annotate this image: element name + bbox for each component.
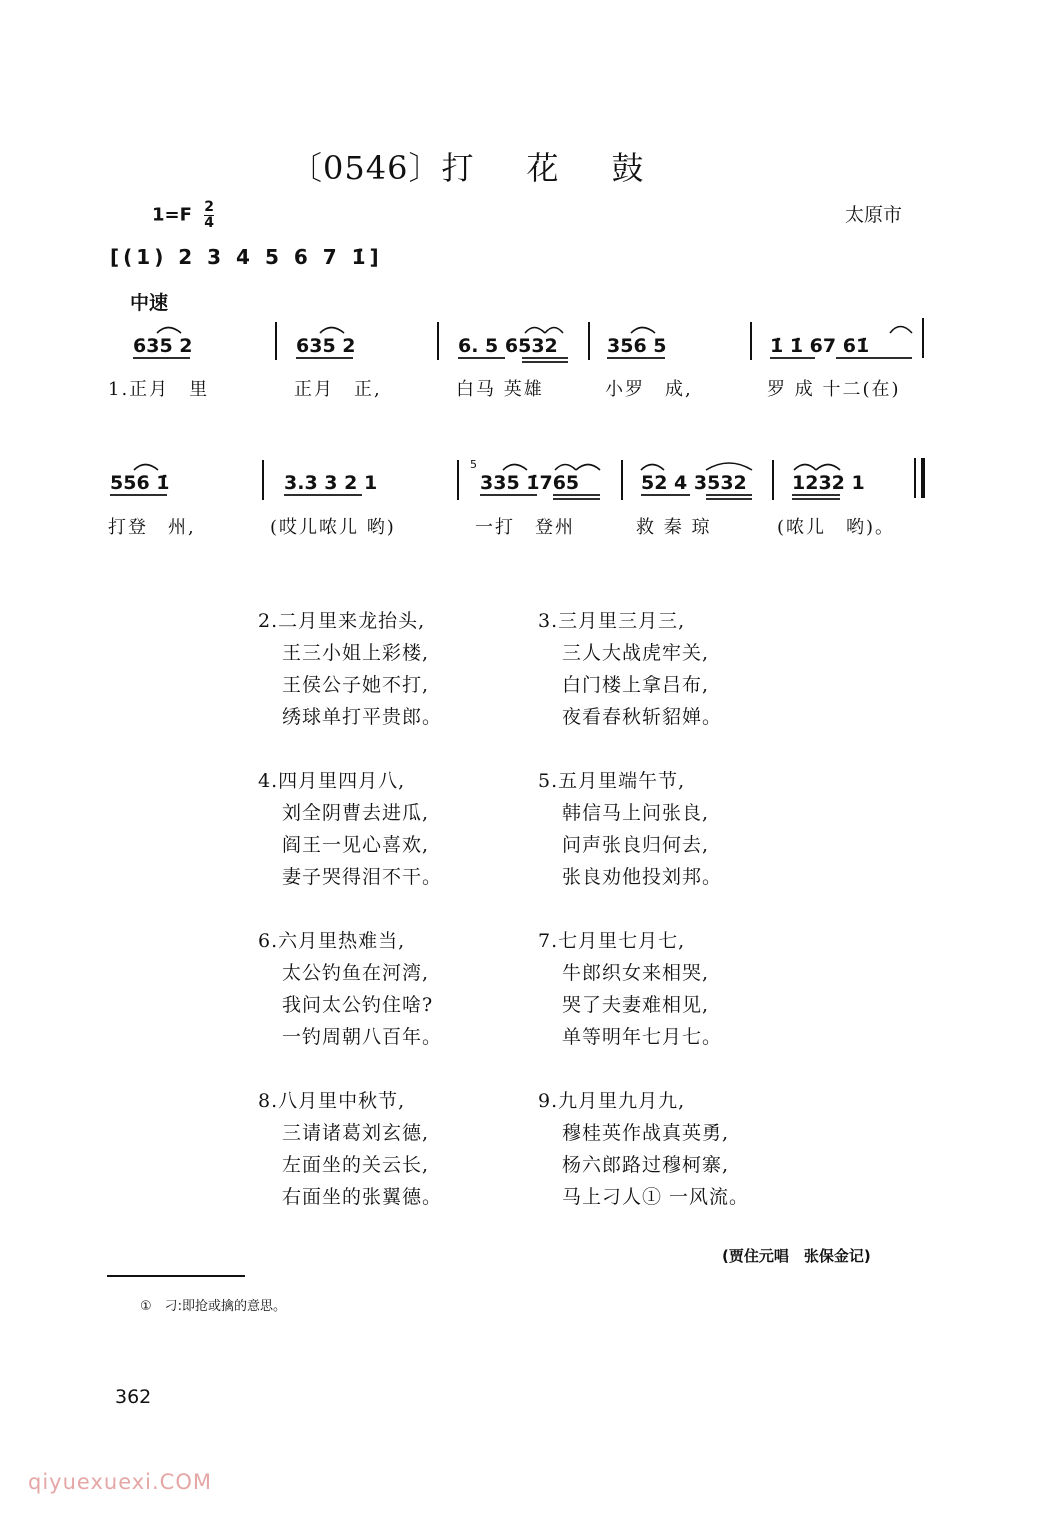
verse-line: 牛郎织女来相哭,: [562, 962, 710, 984]
measure-1-notes: 635 2: [133, 335, 193, 357]
verse-line: 三人大战虎牢关,: [562, 642, 710, 664]
verse-line: 张良劝他投刘邦。: [562, 866, 723, 888]
verse-line: 4.四月里四月八,: [258, 770, 406, 792]
singer-credit: (贾住元唱 张保金记): [722, 1247, 871, 1265]
slur-mark: [134, 465, 158, 471]
verse-line: 太公钓鱼在河湾,: [282, 962, 430, 984]
verse-line: 右面坐的张翼德。: [282, 1186, 443, 1208]
slur-mark: [706, 463, 752, 470]
slur-mark: [503, 465, 527, 471]
verse-line: 单等明年七月七。: [562, 1026, 723, 1048]
measure-3-notes: 6. 5 6532: [458, 335, 558, 357]
title-char-2: 花: [526, 149, 560, 187]
lyric-1: 1.正月 里: [108, 379, 210, 400]
song-number: 〔0546〕: [290, 149, 442, 187]
lyric-4: 小罗 成,: [605, 379, 693, 400]
verse-2: [258, 605, 442, 733]
slur-mark: [641, 465, 664, 471]
title-char-3: 鼓: [611, 149, 645, 187]
lyric-10: (哝儿 哟)。: [777, 517, 896, 538]
lyric-5: 罗 成 十二(在): [767, 379, 901, 400]
time-denominator: 4: [204, 215, 214, 231]
verse-line: 绣球单打平贵郎。: [282, 706, 443, 728]
verse-line: 哭了夫妻难相见,: [562, 994, 710, 1016]
lyric-6: 打登 州,: [108, 517, 196, 538]
measure-8-notes: 335 1̇765: [480, 472, 580, 494]
verse-line: 阎王一见心喜欢,: [282, 834, 430, 856]
slur-mark: [794, 465, 816, 471]
footnote: ① 刁:即抢或擒的意思。: [140, 1299, 287, 1314]
slur-mark: [555, 465, 576, 471]
verse-9: [538, 1085, 749, 1213]
verse-7: [538, 925, 722, 1053]
verse-line: 8.八月里中秋节,: [258, 1090, 406, 1112]
verse-line: 5.五月里端午节,: [538, 770, 686, 792]
verse-line: 三请诸葛刘玄德,: [282, 1122, 430, 1144]
title-char-1: 打: [441, 149, 475, 187]
footnote-rule: [107, 1275, 245, 1277]
verse-line: 杨六郎路过穆柯寨,: [562, 1154, 730, 1176]
verse-line: 左面坐的关云长,: [282, 1154, 430, 1176]
scale-notation: [(1) 2 3 4 5 6 7 1̇]: [110, 245, 383, 269]
lyric-3: 白马 英雄: [456, 379, 544, 400]
slur-mark: [320, 328, 344, 334]
site-watermark[interactable]: qiyuexuexi.COM: [28, 1470, 212, 1494]
verse-line: 刘全阴曹去进瓜,: [282, 802, 430, 824]
lyric-8: 一打 登州: [475, 517, 575, 538]
verse-5: [538, 765, 722, 893]
verse-line: 一钓周朝八百年。: [282, 1026, 443, 1048]
verse-line: 7.七月里七月七,: [538, 930, 686, 952]
verse-line: 9.九月里九月九,: [538, 1090, 686, 1112]
measure-9-notes: 52 4 3532: [641, 472, 747, 494]
lyric-9: 救 秦 琼: [636, 517, 712, 538]
key-text: 1=F: [152, 204, 192, 226]
measure-6-notes: 556 1̇: [110, 472, 170, 494]
verse-4: [258, 765, 442, 893]
slur-mark: [525, 328, 545, 334]
slur-mark: [576, 465, 600, 471]
verse-line: 白门楼上拿吕布,: [562, 674, 710, 696]
measure-7-notes: 3.3 3 2 1: [284, 472, 378, 494]
measure-5-notes: 1̇ 1̇ 67 61̇: [770, 335, 870, 357]
measure-4-notes: 356 5: [607, 335, 667, 357]
verse-line: 穆桂英作战真英勇,: [562, 1122, 730, 1144]
slur-mark: [157, 328, 181, 334]
time-numerator: 2: [204, 199, 214, 215]
slur-mark: [631, 328, 655, 334]
measure-10-notes: 1232 1: [792, 472, 865, 494]
verse-line: 2.二月里来龙抬头,: [258, 610, 426, 632]
slur-mark: [816, 465, 840, 471]
verse-3: [538, 605, 722, 733]
verse-line: 3.三月里三月三,: [538, 610, 686, 632]
measure-2-notes: 635 2: [296, 335, 356, 357]
verse-line: 王侯公子她不打,: [282, 674, 430, 696]
verse-line: 问声张良归何去,: [562, 834, 710, 856]
slur-mark: [545, 328, 563, 334]
slur-mark: [890, 327, 912, 334]
region-label: 太原市: [845, 204, 903, 226]
verse-line: 王三小姐上彩楼,: [282, 642, 430, 664]
verse-8: [258, 1085, 442, 1213]
lyric-2: 正月 正,: [294, 379, 382, 400]
notation-marks: [0, 0, 1064, 600]
verse-line: 6.六月里热难当,: [258, 930, 406, 952]
page-number: 362: [115, 1386, 152, 1408]
verse-line: 妻子哭得泪不干。: [282, 866, 443, 888]
verse-6: [258, 925, 442, 1053]
verse-line: 韩信马上问张良,: [562, 802, 710, 824]
verse-line: 我问太公钓住啥?: [282, 994, 434, 1016]
verse-line: 夜看春秋斩貂婵。: [562, 706, 723, 728]
lyric-7: (哎儿哝儿 哟): [270, 517, 396, 538]
tempo-marking: 中速: [130, 292, 169, 314]
verse-line: 马上刁人① 一风流。: [562, 1186, 750, 1208]
grace-note: 5: [470, 458, 477, 471]
